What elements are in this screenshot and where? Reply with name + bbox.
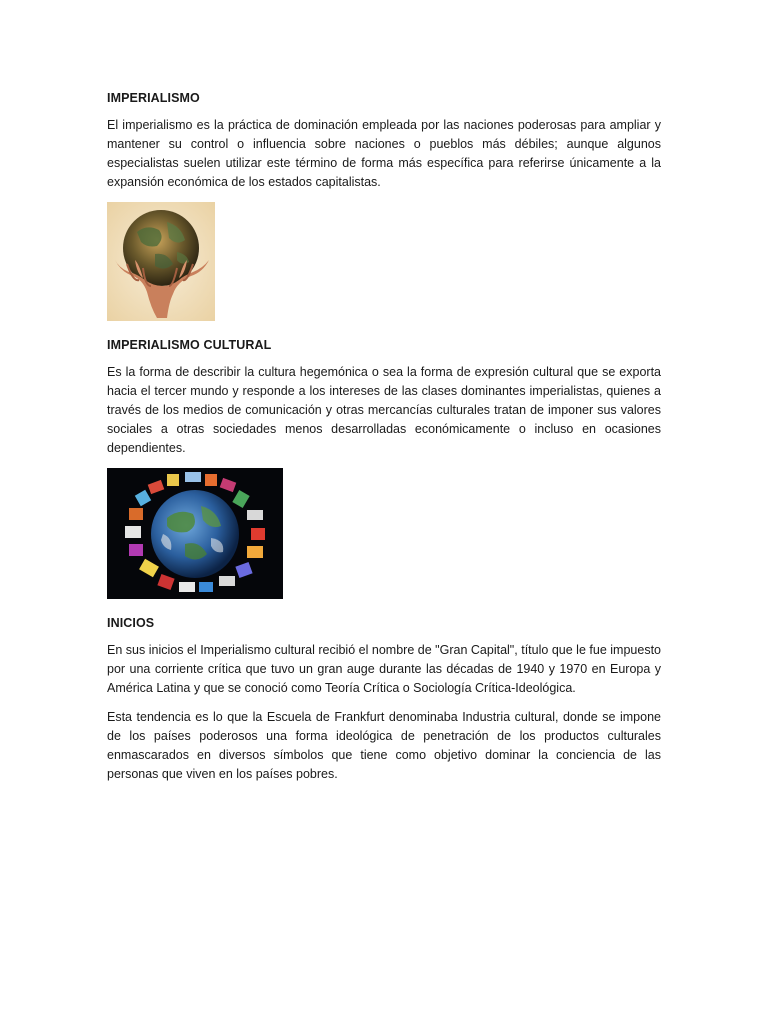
document-page — [107, 90, 661, 794]
section-heading-imperialismo-cultural: IMPERIALISMO CULTURAL — [107, 338, 272, 352]
paragraph-inicios-1: En sus inicios el Imperialismo cultural recibió el nombre de "Gran Capital", título que le fue impuesto por una corriente crítica que tuvo un gran auge durante las décadas de 1940 y 1970 en Europa y América Latina y que se conoció como Teoría Crítica o Sociología Crítica-Ideológica. — [107, 643, 661, 695]
hands-holding-globe-image — [107, 202, 215, 321]
paragraph-imperialismo-definition: El imperialismo es la práctica de dominación empleada por las naciones poderosas para ampliar y mantener su control o influencia sobre naciones o pueblos más débiles; aunque algunos especialistas suelen utilizar este término de forma más específica para referirse únicamente a la expansión económica de los estados capitalistas. — [107, 118, 661, 189]
section-heading-imperialismo: IMPERIALISMO — [107, 91, 200, 105]
paragraph-imperialismo-cultural: Es la forma de describir la cultura hegemónica o sea la forma de expresión cultural que se exporta hacia el tercer mundo y responde a los intereses de las clases dominantes imperialistas, quienes a través de los medios de comunicación y otras mercancías culturales tratan de imponer sus valores sociales a otras sociedades menos desarrolladas económicamente o incluso en ocasiones dependientes. — [107, 365, 661, 455]
paragraph-inicios-2: Esta tendencia es lo que la Escuela de Frankfurt denominaba Industria cultural, donde se impone de los países poderosos una forma ideológica de penetración de los productos culturales enmascarados en diversos símbolos que tiene como objetivo dominar la conciencia de las personas que viven en los países pobres. — [107, 710, 661, 781]
globe-with-products-image — [107, 468, 283, 599]
section-heading-inicios: INICIOS — [107, 616, 155, 630]
hands-globe-illustration — [107, 202, 215, 321]
globe-products-illustration — [107, 468, 283, 599]
